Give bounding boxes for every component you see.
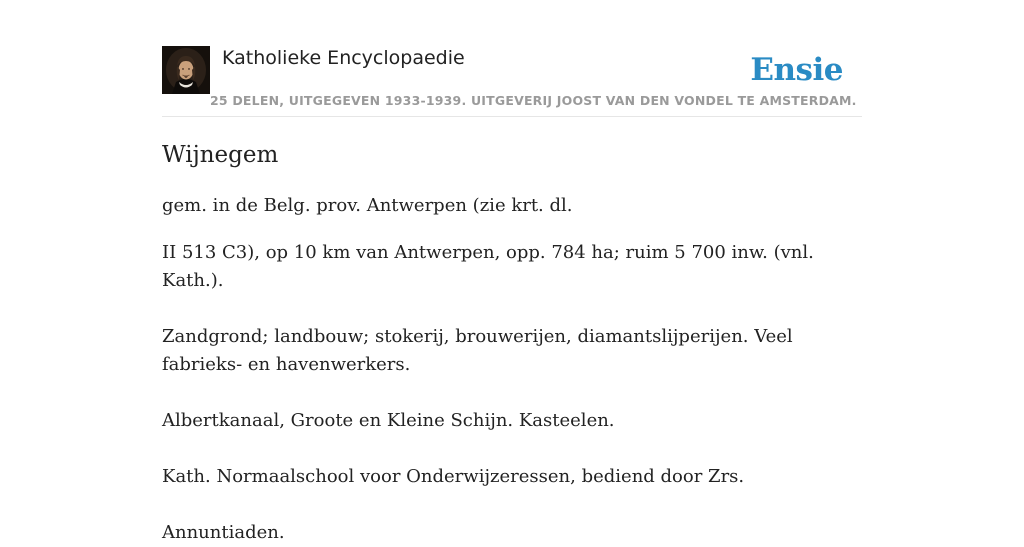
- book-subtitle: 25 DELEN, UITGEGEVEN 1933-1939. UITGEVERIJ JOOST VAN DEN VONDEL TE AMSTERDAM.: [210, 93, 857, 108]
- header: [162, 46, 862, 117]
- entry-title: Wijnegem: [162, 142, 279, 168]
- entry-paragraph: Zandgrond; landbouw; stokerij, brouwerijen, diamantslijperijen. Veel fabrieks- en havenwerkers.: [162, 326, 793, 375]
- portrait-icon[interactable]: [162, 46, 210, 94]
- entry-paragraph: gem. in de Belg. prov. Antwerpen (zie krt. dl.: [162, 195, 573, 216]
- entry-content: [162, 192, 872, 547]
- entry-paragraph: Annuntiaden.: [162, 522, 285, 543]
- entry-paragraph: Kath. Normaalschool voor Onderwijzeressen, bediend door Zrs.: [162, 466, 745, 487]
- entry-paragraph: Albertkanaal, Groote en Kleine Schijn. Kasteelen.: [162, 410, 615, 431]
- book-title[interactable]: Katholieke Encyclopaedie: [222, 47, 465, 69]
- entry-paragraph: II 513 C3), op 10 km van Antwerpen, opp. 784 ha; ruim 5 700 inw. (vnl. Kath.).: [162, 242, 814, 291]
- brand-logo[interactable]: Ensie: [750, 52, 843, 88]
